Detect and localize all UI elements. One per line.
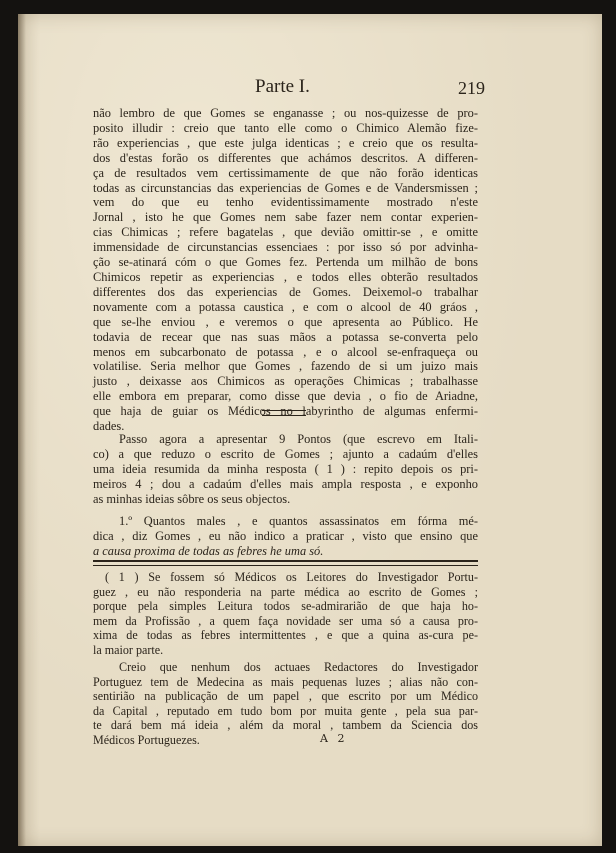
point-1-line: 1.º Quantos males , e quantos assassinatos em fórma mé-	[119, 514, 478, 528]
gutter-shadow	[18, 14, 26, 846]
paragraph-1-line: dos d'estas forão os differentes que achámos descritos. A differen-	[93, 150, 478, 165]
paragraph-2-line: uma ideia resumida da minha resposta ( 1 ) : repito depois os pri-	[93, 461, 478, 476]
paragraph-1-line: ção se-atinará cóm o que Gomes fez. Pertenda um milhão de bons	[93, 255, 478, 270]
paragraph-1-line: elle embora em preparar, como disse que devia , o fio de Ariadne,	[93, 389, 478, 404]
section-separator	[262, 410, 306, 416]
paragraph-1-line: todas as circunstancias das experiencias de Gomes e de Vandersmissen ;	[93, 180, 478, 195]
paragraph-1-line: dades.	[93, 419, 125, 434]
paragraph-1-line: posito illudir : creio que tanto elle como o Chimico Alemão fize-	[93, 120, 478, 135]
footnote-line: porque pela simples Leitura todos se-admirarião de que haja ho-	[93, 599, 478, 614]
footnote-line: ( 1 ) Se fossem só Médicos os Leitores do Investigador Portu-	[105, 570, 478, 584]
footnote-2-line: da Capital , reputado em tudo bom por muita gente , pela sua par-	[93, 703, 478, 718]
paragraph-2	[93, 432, 478, 507]
footnote-2-line: sentirião na publicação de um papel , que escrito por um Médico	[93, 689, 478, 704]
paragraph-2-line: Passo agora a apresentar 9 Pontos (que escrevo em Itali-	[119, 432, 478, 446]
footnote-line: mem da Profissão , a quem faça novidade ser uma só a causa pro-	[93, 613, 478, 628]
paragraph-1-line: Chimicos repetir as experiencias , e todos elles obterão resultados	[93, 269, 478, 284]
paragraph-1-line: que haja de guiar os Médicos no labyrintho de algumas enfermi-	[93, 404, 478, 419]
paragraph-1-line: que se-lhe enviou , e veremos o que apresenta ao Público. He	[93, 314, 478, 329]
paragraph-1-line: rão experiencias , que este julga identicas ; e creio que os resulta-	[93, 135, 478, 150]
paragraph-1-line: novamente com a potassa caustica , e com o alcool de 40 gráos ,	[93, 299, 478, 314]
running-head	[93, 76, 485, 100]
footnote-2-line: Portuguez tem de Medecina as mais pequenas luzes ; alias não con-	[93, 674, 478, 689]
paragraph-1-line: cias Chimicas ; refere bagatelas , que devião omittir-se , e omitte	[93, 225, 478, 240]
footnote-rule	[93, 560, 478, 566]
footnote-line: xima de todas as febres intermittentes , e que a quina as-cura pe-	[93, 628, 478, 643]
signature-mark: A 2	[320, 732, 348, 745]
running-title: Parte I.	[255, 76, 310, 97]
page-number: 219	[458, 78, 485, 98]
paragraph-1-line: volatilise. Seria melhor que Gomes , fazendo de si um juizo mais	[93, 359, 478, 374]
paragraph-2-line: as minhas ideias sôbre os seus objectos.	[93, 491, 291, 506]
paragraph-1-line: immensidade de circunstancias essenciaes : por isso só por advinha-	[93, 240, 478, 255]
paragraph-1-line: não lembro de que Gomes se enganasse ; ou nos-quizesse de pro-	[93, 106, 478, 120]
footnote-2-line: Creio que nenhum dos actuaes Redactores do Investigador	[119, 660, 478, 674]
paragraph-1-line: differentes dos das experiencias de Gomes. Deixemol-o trabalhar	[93, 284, 478, 299]
footnote-line: la maior parte.	[93, 642, 164, 657]
point-1-line: a causa proxima de todas as febres he uma só.	[93, 543, 324, 558]
point-1-line: dica , diz Gomes , eu não indico a praticar , visto que ensino que	[93, 528, 478, 543]
paragraph-1-line: todavia de recear que nas suas mãos a potassa se-converta pelo	[93, 329, 478, 344]
paragraph-1-line: Jornal , isto he que Gomes nem sabe fazer nem contar experien-	[93, 210, 478, 225]
point-1	[93, 514, 478, 559]
paragraph-1	[93, 106, 478, 434]
footnote-line: guez , eu não responderia na parte médica ao escrito de Gomes ;	[93, 584, 478, 599]
paragraph-2-line: co) a que reduzo o escrito de Gomes ; ajunto a cadaúm d'elles	[93, 446, 478, 461]
paragraph-1-line: justo , deixasse aos Chimicos as operações Chimicas ; trabalhasse	[93, 374, 478, 389]
footnote-2-line: Médicos Portuguezes.	[93, 732, 200, 747]
footnote	[93, 570, 478, 658]
paragraph-1-line: menos em subcarbonato de potassa , e o alcool se-enfraqueça ou	[93, 344, 478, 359]
footnote-continuation	[93, 660, 478, 748]
footnote-2-line: te dará bem má ideia , além da moral , tambem da Sciencia dos	[93, 718, 478, 733]
paragraph-1-line: ça de resultados vem certissimamente de que não forão identicas	[93, 165, 478, 180]
paragraph-2-line: meiros 4 ; dou a cadaúm d'elles mais ampla resposta , e exponho	[93, 476, 478, 491]
paragraph-1-line: vem do que eu tenho evidentissimamente mostrado n'este	[93, 195, 478, 210]
